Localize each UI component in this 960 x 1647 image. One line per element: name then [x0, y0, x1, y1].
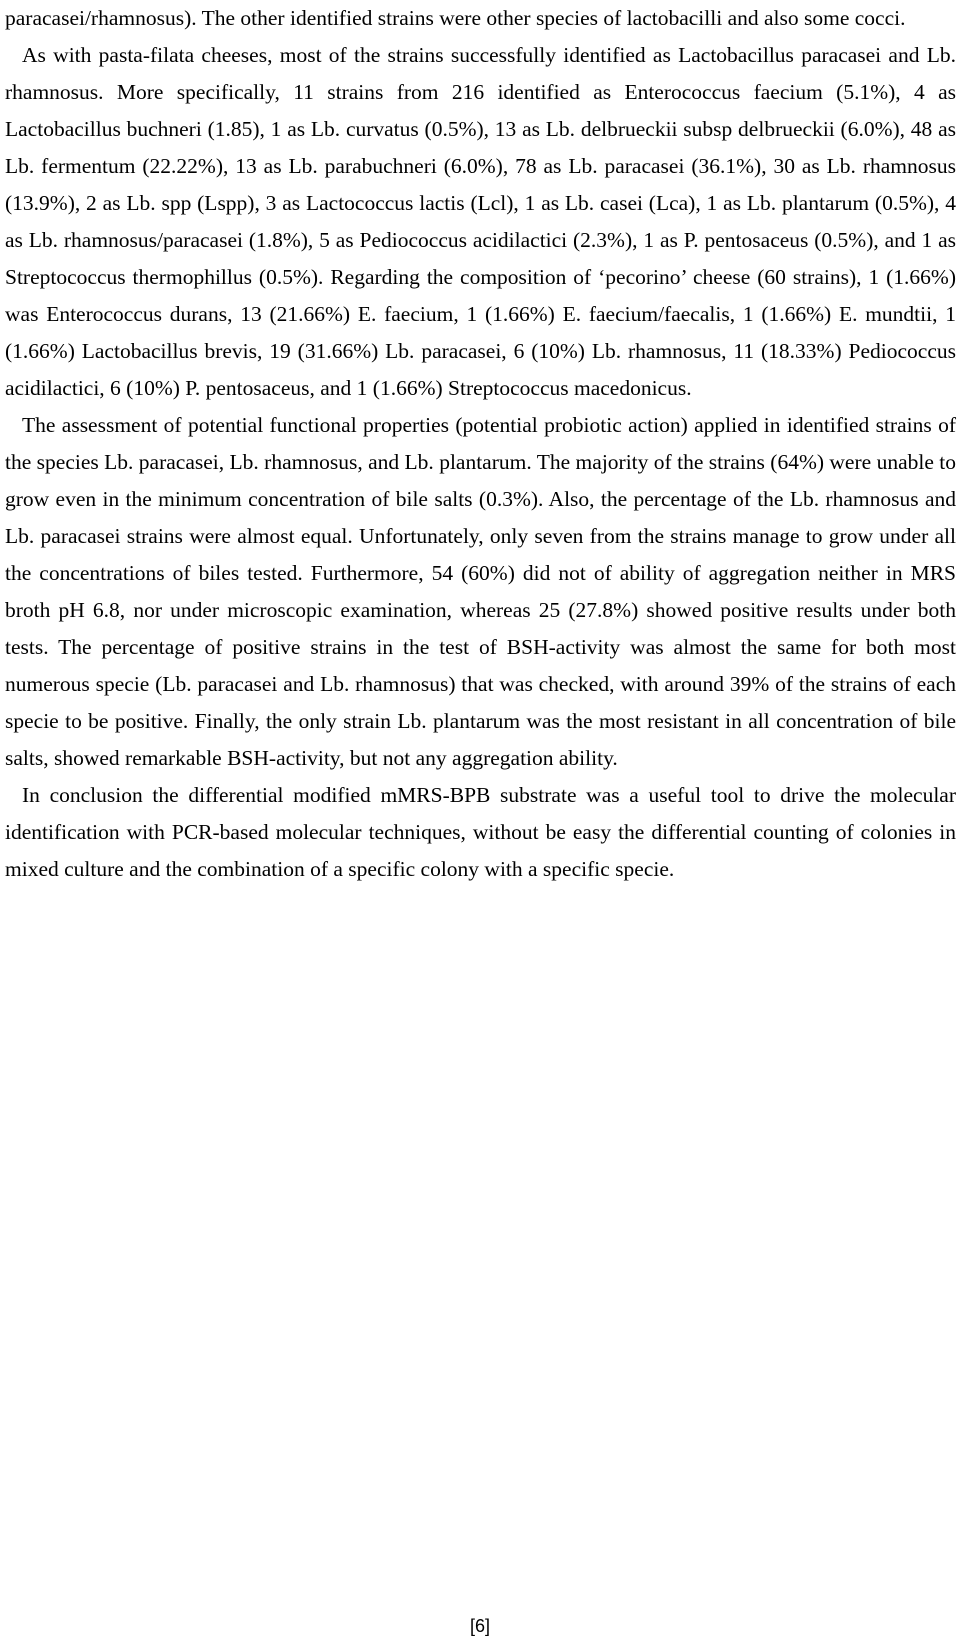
- page-number: [6]: [469, 1616, 490, 1636]
- body-text: [5, 0, 956, 888]
- paragraph-continued: paracasei/rhamnosus). The other identified strains were other species of lactobacilli and also some cocci.: [5, 6, 906, 30]
- paragraph-conclusion: In conclusion the differential modified mMRS-BPB substrate was a useful tool to drive the molecular identification with PCR-based molecular techniques, without be easy the differential counting of colonies in mixed culture and the combination of a specific colony with a specific specie.: [5, 783, 956, 881]
- paragraph-strain-identification: As with pasta-filata cheeses, most of the strains successfully identified as Lactobacillus paracasei and Lb. rhamnosus. More specifically, 11 strains from 216 identified as Enterococcus faecium (5.1%), 4 as Lactobacillus buchneri (1.85), 1 as Lb. curvatus (0.5%), 13 as Lb. delbrueckii subsp delbrueckii (6.0%), 48 as Lb. fermentum (22.22%), 13 as Lb. parabuchneri (6.0%), 78 as Lb. paracasei (36.1%), 30 as Lb. rhamnosus (13.9%), 2 as Lb. spp (Lspp), 3 as Lactococcus lactis (Lcl), 1 as Lb. casei (Lca), 1 as Lb. plantarum (0.5%), 4 as Lb. rhamnosus/paracasei (1.8%), 5 as Pediococcus acidilactici (2.3%), 1 as P. pentosaceus (0.5%), and 1 as Streptococcus thermophillus (0.5%). Regarding the composition of ‘pecorino’ cheese (60 strains), 1 (1.66%) was Enterococcus durans, 13 (21.66%) E. faecium, 1 (1.66%) E. faecium/faecalis, 1 (1.66%) E. mundtii, 1 (1.66%) Lactobacillus brevis, 19 (31.66%) Lb. paracasei, 6 (10%) Lb. rhamnosus, 11 (18.33%) Pediococcus acidilactici, 6 (10%) P. pentosaceus, and 1 (1.66%) Streptococcus macedonicus.: [5, 43, 956, 400]
- paragraph-functional-properties: The assessment of potential functional properties (potential probiotic action) applied in identified strains of the species Lb. paracasei, Lb. rhamnosus, and Lb. plantarum. The majority of the strains (64%) were unable to grow even in the minimum concentration of bile salts (0.3%). Also, the percentage of the Lb. rhamnosus and Lb. paracasei strains were almost equal. Unfortunately, only seven from the strains manage to grow under all the concentrations of biles tested. Furthermore, 54 (60%) did not of ability of aggregation neither in MRS broth pH 6.8, nor under microscopic examination, whereas 25 (27.8%) showed positive results under both tests. The percentage of positive strains in the test of BSH-activity was almost the same for both most numerous specie (Lb. paracasei and Lb. rhamnosus) that was checked, with around 39% of the strains of each specie to be positive. Finally, the only strain Lb. plantarum was the most resistant in all concentration of bile salts, showed remarkable BSH-activity, but not any aggregation ability.: [5, 413, 956, 770]
